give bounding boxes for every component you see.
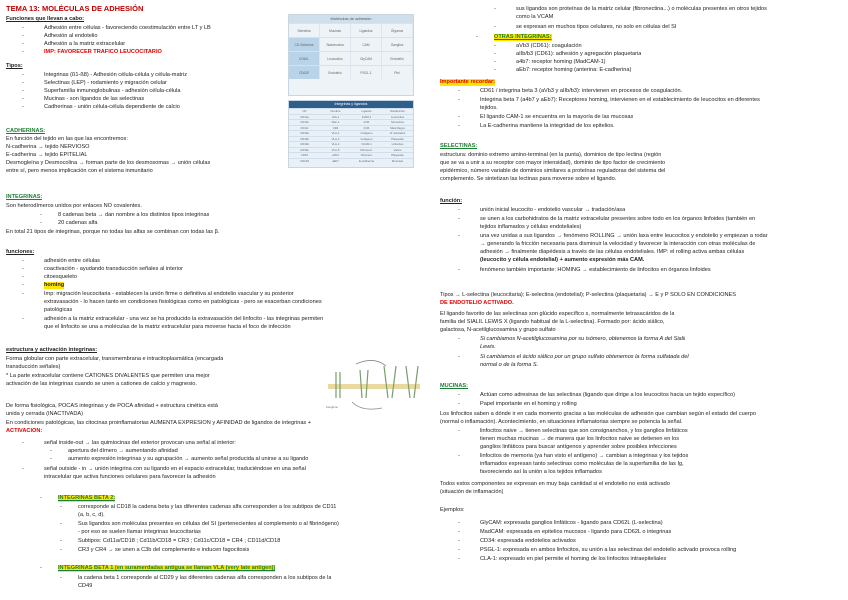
text-line: funciones:	[6, 249, 35, 255]
text-line: Tipos → L-selectina (leucocitaria); E-selectina (endotelial); P-selectina (plaquetaria) → E y P SÓLO EN CONDICIONES	[440, 292, 736, 298]
table-row	[289, 23, 413, 37]
table-cell: Endotelio	[382, 52, 413, 65]
text-line: E-cadherina → tejido EPITELIAL	[6, 152, 88, 158]
text-line: Adhesión a la matriz extracelular	[44, 41, 126, 47]
text-line: Importante recordar:	[440, 79, 496, 85]
text-line: MadCAM: expresada en epitelios mucosos - ligando para CD62L o integrinas	[480, 529, 672, 535]
table-row	[289, 136, 413, 142]
table-cell: Varios	[393, 147, 402, 152]
bullet: -	[60, 538, 62, 544]
bullet: -	[22, 96, 24, 102]
text-line: galactosa, N-acetilglucosamina y grupo sulfato	[440, 327, 556, 333]
text-line: aumento expresión integrinas y su agrupación → aumento señal producida al unirse a su ligando	[68, 456, 309, 462]
table-cell: VLA-4	[331, 142, 340, 146]
table-cell: Endotelio	[320, 66, 351, 79]
bullet: -	[458, 97, 460, 103]
text-line: INTEGRINAS BETA 1 (en suramerdadas antigua se llaman VLA (very late antigen))	[58, 565, 276, 571]
bullet: -	[22, 41, 24, 47]
table-row	[289, 158, 413, 164]
text-line: tejidos.	[480, 105, 498, 111]
text-line: GlyCAM: expresada ganglios linfáticos - ligando para CD62L (L-selectina)	[480, 520, 663, 526]
table-cell: CD11b	[300, 120, 309, 124]
text-line: Imp: migración leucocitaria - establecen la unión firme o definitiva al endotelio vascular y su posterior	[44, 291, 294, 297]
cadherin-table-image	[288, 14, 414, 96]
text-line: MUCINAS:	[440, 383, 468, 389]
text-line: complemento. Se sintetizan las lectinas para moverse sobre el ligando.	[440, 176, 617, 182]
text-line: fenómeno también importante: HOMING → establecimiento de linfocitos en órganos linfoides	[480, 267, 711, 273]
table-cell: VLA-5	[331, 147, 340, 152]
text-line: Mucinas - son ligandos de las selectinas	[44, 96, 145, 102]
text-line: Papel importante en el homing y rolling	[480, 401, 577, 407]
table-row	[289, 141, 413, 147]
text-line: Selectinas (LEP) - rodamiento y migración celular	[44, 80, 167, 86]
membrane	[328, 384, 420, 389]
text-line: función:	[440, 198, 463, 204]
table-cell: Piel	[382, 66, 413, 79]
text-line: que se va a unir a su receptor con mayor intensidad), dominio de tipo factor de crecimiento	[440, 160, 666, 166]
table-cell: VCAM-1	[361, 142, 372, 146]
text-line: Son heterodímeros unidos por enlaces NO covalentes.	[6, 203, 142, 209]
table-row	[289, 125, 413, 131]
text-line: estructura y activación integrinas:	[6, 347, 98, 353]
bullet: -	[22, 88, 24, 94]
table-cell: GlyCAM	[351, 52, 382, 65]
table-cell: Macrófagos	[390, 125, 405, 130]
bullet: -	[458, 354, 460, 360]
bullet: -	[22, 282, 24, 288]
bullet: -	[494, 6, 496, 12]
bullet: -	[458, 529, 460, 535]
text-line: adhesión → finalmente diapédesis a través de las células endoteliales. IMP: el rolling activa ambas células	[480, 249, 745, 255]
table-cell: Leucocitos	[390, 114, 405, 119]
bullet: -	[494, 24, 496, 30]
text-line: Si cambiamos N-acetilglucosamina por su isómero, obtenemos la forma A del Sialil	[480, 336, 686, 342]
table-cell: Linfocitos	[391, 142, 404, 146]
table-cell: VLA-1	[331, 131, 340, 135]
table-cell: LFA-1	[331, 114, 340, 119]
text-line: En total 21 tipos de integrinas, porque no todas las alfas se combinan con todas las β.	[6, 229, 220, 235]
bullet: -	[40, 212, 42, 218]
text-line: tejidos inflamados y células endoteliales)	[480, 224, 582, 230]
text-line: corresponde al CD18 la cadena beta y las diferentes cadenas alfa corresponden a los subtipos de CD11	[78, 504, 337, 510]
figure-caption: integrina	[326, 405, 338, 409]
text-line: aEb7: receptor homing (anterina: E-cadherina)	[516, 67, 632, 73]
text-line: linfocitos naive → tienen selectinas que son consignanchos, y los ganglios linfáticos	[480, 428, 688, 434]
text-line: estructura: dominio extremo amino-terminal (en la punta), dominios de tipo lectina (región	[440, 152, 662, 158]
table-cell: Plaquetas	[391, 153, 404, 157]
text-line: Subtipos: Cd11a/CD18 ; Cd11b/CD18 = CR3 ; Cd11c/CD18 = CR4 ; CD11d/CD18	[78, 538, 281, 544]
bullet: -	[458, 556, 460, 562]
table-cell: CD-Selectina	[289, 38, 320, 51]
bullet: -	[22, 440, 24, 446]
text-line: DE ENDOTELIO ACTIVADO.	[440, 300, 514, 306]
table-row	[289, 119, 413, 125]
table-cell: CR4	[332, 125, 339, 130]
text-line: Adhesión entre células - favoreciendo coestimulación entre LT y LB	[44, 25, 211, 31]
table-cell: Monocitos	[391, 120, 404, 124]
table-body	[289, 23, 413, 79]
table-cell: Ligando	[361, 109, 372, 113]
table-cell: PSGL-1	[351, 66, 382, 79]
text-line: PSGL-1: expresada en ambos linfocitos, su unión a las selectinas del endotelio activado provoca rolling	[480, 547, 737, 553]
table-cell: CD	[302, 109, 307, 113]
text-line: a4b7: receptor homing (MadCAM-1)	[516, 59, 606, 65]
text-line: Desmogleína y Desmocolina → forman parte de los desmosomas → unión células	[6, 160, 211, 166]
text-line: favoreciendo así la unión a los tejidos inflamados	[480, 469, 602, 475]
text-line: sus ligandos son proteínas de la matriz celular (fibronectina...) o moléculas presentes en otros tejidos	[516, 6, 767, 12]
bullet: -	[476, 34, 478, 40]
bullet: -	[22, 25, 24, 31]
text-line: INTEGRINAS BETA 2:	[58, 495, 116, 501]
text-line: adhesión entre células	[44, 258, 100, 264]
text-line: como la VCAM	[516, 14, 554, 20]
text-line: extravasación - lo hacen tanto en condiciones fisiológicas como en patológicas - pero se exacerban condiciones	[44, 299, 322, 305]
text-line: una vez unidas a sus ligandos → fenómeno ROLLING → unión laxa entre leucocitos y endotelio y empiezan a rodar	[480, 233, 768, 239]
text-line: se unen a los carbohidratos de la matriz extracelular presentes sobre todo en los órganos linfoides (también en	[480, 216, 756, 222]
bullet: -	[494, 43, 496, 49]
table-cell: Mucosas	[391, 158, 404, 163]
bullet: -	[40, 220, 42, 226]
table-cell: CD11a	[300, 114, 309, 119]
text-line: Integrinas (ß1-ß8) - Adhesión célula-célula y célula-matriz	[44, 72, 188, 78]
bullet: -	[458, 401, 460, 407]
text-line: (a, b, c, d).	[78, 512, 105, 518]
integrin-activation-figure	[322, 358, 426, 410]
text-line: 20 cadenas alfa	[58, 220, 98, 226]
table-row	[289, 114, 413, 120]
table-title: Integrinas y ligandos	[289, 101, 413, 108]
table-cell: CD49e	[300, 147, 309, 152]
text-line: apertura del dímero → aumentando afinidad	[68, 448, 178, 454]
bullet: -	[458, 267, 460, 273]
text-line: Integrina beta 7 (a4b7 y aEb7): Receptores homing, intervienen en el establecimiento de leucocitos en diferentes	[480, 97, 760, 103]
bullet: -	[494, 67, 496, 73]
bullet: -	[458, 216, 460, 222]
text-line: activación de las integrinas cuando se unen a cationes de calcio y magnesio.	[6, 381, 197, 387]
text-line: IMP: FAVORECER TRÁFICO LEUCOCITARIO	[44, 49, 162, 55]
text-line: Actúan como adresinas de las selectinas (ligando que dirige a los leucocitos hacia un tejido específico)	[480, 392, 735, 398]
text-line: En función del tejido en las que las encontremos:	[6, 136, 128, 142]
text-line: La E-cadherina mantiene la integridad de los epitelios.	[480, 123, 615, 129]
text-line: 8 cadenas beta → dan nombre a los distintos tipos integrinas	[58, 212, 210, 218]
text-line: * La parte extracelular contiene CATIONES DIVALENTES que permiten una mejor	[6, 373, 210, 379]
text-line: Funciones que llevan a cabo:	[6, 16, 85, 22]
table-body	[289, 108, 413, 163]
text-line: señal outside - in → unión integrina con su ligando en el espacio extracelular, traduciéndose en una señal	[44, 466, 306, 472]
text-line: CD34: expresada endotelios activados	[480, 538, 576, 544]
table-cell: CD49a	[300, 131, 309, 135]
text-line: Ejemplos:	[440, 507, 465, 513]
bullet: -	[458, 538, 460, 544]
bullet: -	[22, 80, 24, 86]
table-cell: Órganos	[382, 24, 413, 37]
text-line: Tipos:	[6, 63, 23, 69]
table-cell: Distribución	[390, 109, 405, 113]
text-line: Los linfocitos saben a dónde ir en cada momento gracias a las moléculas de adhesión que cambian según el estado del cuerpo	[440, 411, 756, 417]
bullet: -	[458, 207, 460, 213]
bullet: -	[22, 466, 24, 472]
table-cell: E-cadherina	[358, 158, 375, 163]
text-line: Cadherinas - unión célula-célula dependiente de calcio	[44, 104, 180, 110]
table-row	[289, 152, 413, 158]
bullet: -	[22, 104, 24, 110]
text-line: aIIb/b3 (CD61): adhesión y agregación plaquetaria	[516, 51, 642, 57]
table-row	[289, 51, 413, 65]
table-cell: Vitronect.	[360, 153, 373, 157]
text-line: intracelular que activa funciones celulares para favorecer la adhesión	[44, 474, 216, 480]
bullet: -	[60, 521, 62, 527]
table-cell: Mucinas	[320, 24, 351, 37]
bullet: -	[50, 448, 52, 454]
text-line: señal inside-out → las quimiocinas del exterior provocan una señal al interior:	[44, 440, 236, 446]
table-cell: CD11c	[300, 125, 309, 130]
bullet: -	[40, 565, 42, 571]
text-line: adhesión a la matriz extracelular - una vez se ha producido la extravasación del linfocito - las integrinas permiten	[44, 316, 324, 322]
text-line: unión inicial leucocito - endotelio vascular → tradación/asa	[480, 207, 626, 213]
text-line: transducción señales)	[6, 364, 61, 370]
text-line: unida y cerrada (INACTIVADA)	[6, 411, 83, 417]
text-line: (normal o inflamación). Acontecimiento, en situaciones inflamatorias siempre se potencia la señal.	[440, 419, 683, 425]
bullet: -	[22, 33, 24, 39]
text-line: El ligando CAM-1 se encuentra en la mayoría de las mucosas	[480, 114, 634, 120]
table-cell: Fibronect.	[360, 147, 373, 152]
table-cell: Plaquetas	[391, 136, 404, 141]
table-cell: ICAM-1	[361, 114, 372, 119]
table-cell: CAM	[351, 38, 382, 51]
table-cell: iC3b	[363, 120, 370, 124]
text-line: tienen muchas mucinas → de manera que los linfocitos naive se detienen en los	[480, 436, 680, 442]
text-line: epidérmico, número variable de dominios similares a proteínas reguladoras del sistema del	[440, 168, 666, 174]
text-line: Si cambiamos el ácido siálico por un grupo sulfato obtenemos la forma sulfatada del	[480, 354, 689, 360]
text-line: ACTIVACIÓN:	[6, 428, 43, 434]
bullet: -	[60, 575, 62, 581]
text-line: Superfamilia inmunoglobulinas - adhesión célula-célula	[44, 88, 181, 94]
bullet: -	[458, 336, 460, 342]
right-column	[436, 0, 848, 600]
bullet: -	[458, 123, 460, 129]
bullet: -	[458, 520, 460, 526]
bullet: -	[458, 114, 460, 120]
text-line: OTRAS INTEGRINAS:	[494, 34, 552, 40]
table-cell: Ligandos	[351, 24, 382, 37]
text-line: inflamados expresan tanto selectinas como moléculas de la superfamilia de las Ig,	[480, 461, 684, 467]
bullet: -	[22, 291, 24, 297]
table-cell: Selectina	[289, 24, 320, 37]
text-line: Forma globular con parte extracelular, transmembrana e intracitoplasmática (encargada	[6, 356, 224, 362]
text-line: CLA-1: expresado en piel permite el homing de los linfocitos intraepiteliales	[480, 556, 667, 562]
text-line: (situación de inflamación)	[440, 489, 504, 495]
text-line: Todos estos componentes se expresan en muy baja cantidad si el endotelio no está activado	[440, 481, 670, 487]
text-line: patológicas	[44, 307, 73, 313]
text-line: normal o de la forma S.	[480, 362, 539, 368]
text-line: coactivación - ayudando transducción señales al interior	[44, 266, 183, 272]
text-line: linfocitos de memoria (ya han visto el antígeno) → cambian a integrinas y los tejidos	[480, 453, 689, 459]
bullet: -	[458, 547, 460, 553]
table-cell: aEb7	[332, 158, 339, 163]
bullet: -	[458, 453, 460, 459]
text-line: INTEGRINAS:	[6, 194, 43, 200]
bullet: -	[22, 274, 24, 280]
text-line: En condiciones patológicas, las citocinas proinflamatorias AUMENTA EXPRESIÓN y AFINIDAD de ligandos de integrinas +	[6, 420, 312, 426]
table-cell: CD103	[300, 158, 309, 163]
table-row	[289, 65, 413, 79]
bullet: -	[494, 51, 496, 57]
bullet: -	[458, 392, 460, 398]
text-line: SELECTINAS:	[440, 143, 478, 149]
text-line: citoesqueleto	[44, 274, 77, 280]
text-line: CR3 y CR4 → se unen a C3b del complemento e inducen fagocitosis	[78, 547, 250, 553]
table-cell: CD62L	[289, 52, 320, 65]
bullet: -	[60, 504, 62, 510]
table-cell: iC3b	[363, 125, 370, 130]
table-row	[289, 147, 413, 153]
table-cell: aVb3	[332, 153, 339, 157]
bullet: -	[22, 316, 24, 322]
text-line: Adhesión al endotelio	[44, 33, 98, 39]
table-cell: Leucocitos	[320, 52, 351, 65]
text-line: TEMA 13: MOLÉCULAS DE ADHESIÓN	[6, 4, 144, 13]
text-line: El ligando favorito de las selectinas son glúcido específico s, normalmente tetrasacáridos de la	[440, 311, 675, 317]
text-line: ganglios linfáticos para buscar antígenos y aprender sobre posibles infecciones	[480, 444, 677, 450]
bullet: -	[458, 428, 460, 434]
bullet: -	[458, 88, 460, 94]
table-row	[289, 108, 413, 114]
bullet: -	[22, 258, 24, 264]
text-line: → generando la fricción necesaria para disminuir la velocidad y favorecer la interacción con otras moléculas de	[480, 241, 756, 247]
table-cell: LT activados	[389, 131, 406, 135]
table-cell: CD62E	[289, 66, 320, 79]
text-line: De forma fisiológica, POCAS integrinas y de POCA afinidad + estructura cinética está	[6, 403, 218, 409]
table-cell: VLA-2	[331, 136, 340, 141]
bullet: -	[50, 456, 52, 462]
text-line: homing	[44, 282, 65, 288]
text-line: aVb3 (CD61): coagulación	[516, 43, 582, 49]
text-line: familia del SIALIL LEWIS X (ligando habitual de la L-selectina). Formado por: ácido siálico,	[440, 319, 665, 325]
table-cell: CD49b	[300, 136, 309, 141]
bullet: -	[22, 49, 24, 55]
table-cell: Nombre	[330, 109, 341, 113]
table-cell: Sialomucina	[320, 38, 351, 51]
text-line: Lewis.	[480, 344, 496, 350]
text-line: entre sí, pero menos implicación con el sistema inmunitario	[6, 168, 153, 174]
table-cell: CD61	[300, 153, 309, 157]
table-cell: Colágeno	[360, 131, 373, 135]
text-line: que el linfocito se una a moléculas de la matriz extracelular para moverse hacia el foco de infección	[44, 324, 291, 330]
table-title: Moléculas de adhesión	[289, 15, 413, 23]
table-cell: Ganglios	[382, 38, 413, 51]
text-line: se expresan en muchos tipos celulares, no solo en células del SI	[516, 24, 677, 30]
text-line: - por eso se suelen llamar integrinas leucocitarias	[78, 529, 201, 535]
text-line: la cadena beta 1 corresponde al CD29 y las diferentes cadenas alfa corresponden a los subtipos de la	[78, 575, 332, 581]
table-cell: Colágeno	[360, 136, 373, 141]
text-line: Sus ligandos son moléculas presentes en células del SI (pertenecientes al complemento o al fibrinógeno)	[78, 521, 339, 527]
integrin-table-image	[288, 100, 414, 168]
text-line: CD49	[78, 583, 93, 589]
table-row	[289, 130, 413, 136]
table-row	[289, 37, 413, 51]
bullet: -	[494, 59, 496, 65]
table-cell: Mac-1	[331, 120, 340, 124]
text-line: CADHERINAS:	[6, 128, 46, 134]
table-cell: CD49d	[300, 142, 309, 146]
text-line: N-cadherina → tejido NERVIOSO	[6, 144, 90, 150]
text-line: (leucocito y célula endotelial) + aumento expresión más CAM.	[480, 257, 645, 263]
bullet: -	[60, 547, 62, 553]
bullet: -	[22, 72, 24, 78]
bullet: -	[22, 266, 24, 272]
bullet: -	[458, 233, 460, 239]
bullet: -	[40, 495, 42, 501]
text-line: CD61 / integrina beta 3 (aVb3 y aIIb/b3): intervienen en procesos de coagulación.	[480, 88, 683, 94]
